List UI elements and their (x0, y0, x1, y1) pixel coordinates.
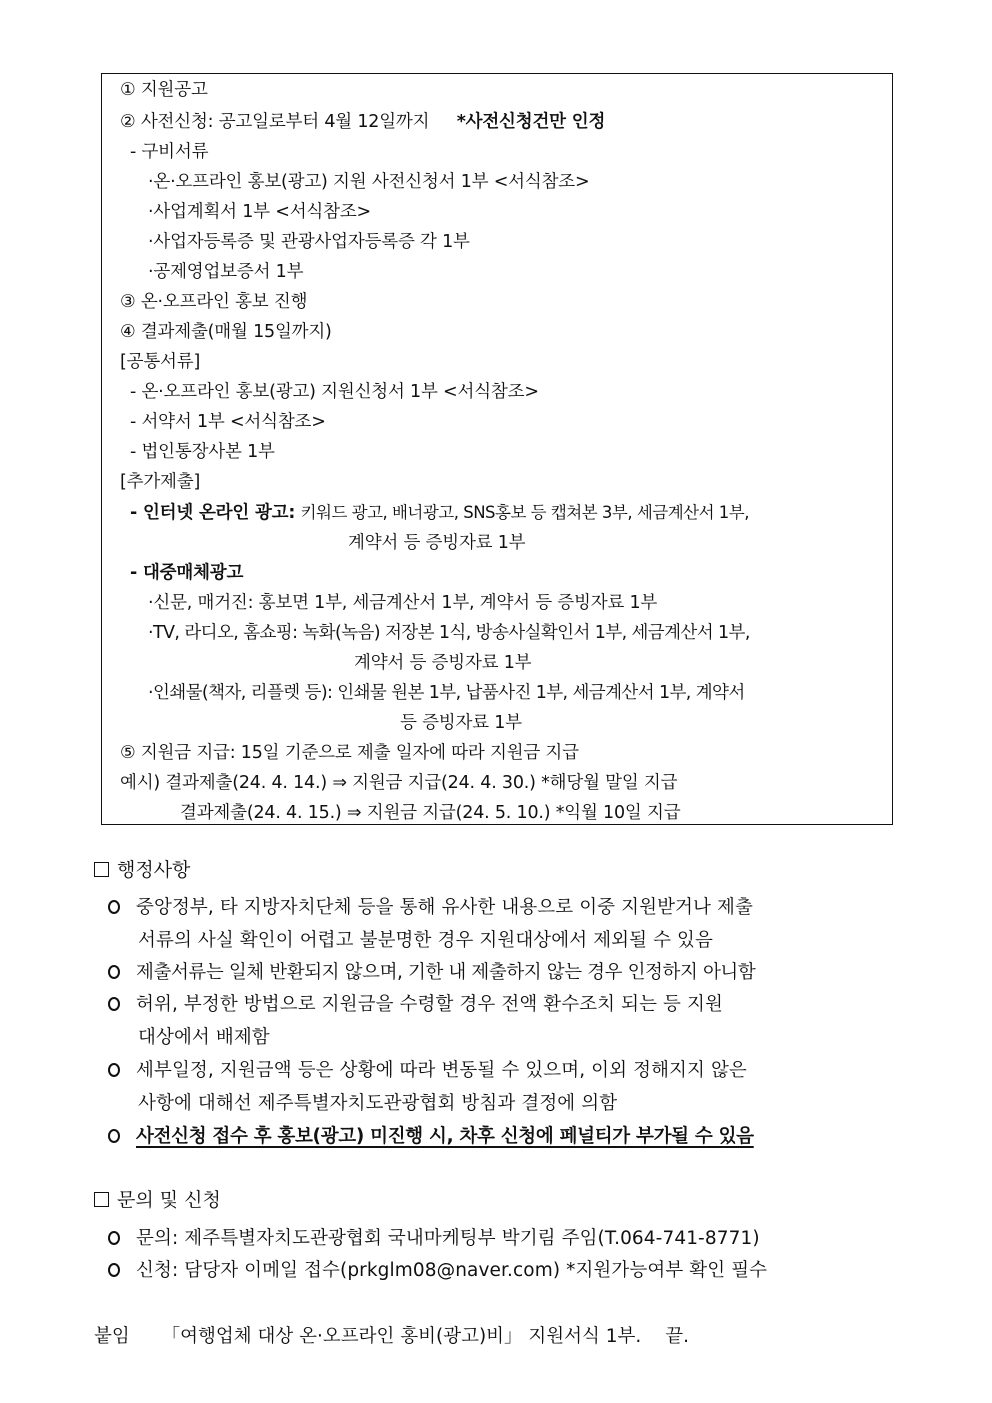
attachment-line (94, 1325, 689, 1349)
email-link[interactable]: prkglm08@naver.com (347, 1260, 553, 1281)
circle-bullet-icon (108, 1231, 120, 1245)
circle-bullet-icon (108, 1129, 120, 1143)
admin-item-text: 제출서류는 일체 반환되지 않으며, 기한 내 제출하지 않는 경우 인정하지 아니함 (136, 962, 756, 983)
admin-item (108, 993, 723, 1017)
step-2-note: *사전신청건만 인정 (456, 112, 606, 132)
admin-item-cont: 서류의 사실 확인이 어렵고 불분명한 경우 지원대상에서 제외될 수 있음 (138, 930, 713, 951)
common-doc-item: - 온·오프라인 홍보(광고) 지원신청서 1부 <서식참조> (130, 382, 539, 402)
circle-bullet-icon (108, 1263, 120, 1277)
admin-item-penalty (108, 1125, 754, 1149)
mass-media-label: - 대중매체광고 (130, 563, 244, 583)
attachment-label: 붙임 (94, 1326, 130, 1347)
internet-ad-label: - 인터넷 온라인 광고: (130, 503, 296, 523)
required-doc-item: ·사업자등록증 및 관광사업자등록증 각 1부 (148, 232, 470, 252)
admin-item-cont: 사항에 대해선 제주특별자치도관광협회 방침과 결정에 의함 (138, 1093, 618, 1114)
payment-example-2: 결과제출(24. 4. 15.) ⇒ 지원금 지급(24. 5. 10.) *익월 10일 지급 (180, 803, 681, 823)
internet-ad-text-cont: 계약서 등 증빙자료 1부 (348, 533, 526, 553)
inquiry-text: 문의: 제주특별자치도관광협회 국내마케팅부 박기림 주임(T.064-741-8771) (136, 1228, 760, 1249)
internet-ad-text: 키워드 광고, 배너광고, SNS홍보 등 캡쳐본 3부, 세금계산서 1부, (300, 503, 749, 522)
step-3: ③ 온·오프라인 홍보 진행 (120, 292, 308, 312)
internet-ad (130, 502, 749, 524)
common-doc-item: - 서약서 1부 <서식참조> (130, 412, 326, 432)
admin-item (108, 1059, 747, 1083)
checkbox-square-icon (94, 862, 109, 877)
admin-item-text: 사전신청 접수 후 홍보(광고) 미진행 시, 차후 신청에 페널티가 부가될 수 있음 (136, 1126, 754, 1147)
tv-docs: ·TV, 라디오, 홈쇼핑: 녹화(녹음) 저장본 1식, 방송사실확인서 1부, 세금계산서 1부, (148, 623, 750, 643)
apply-text: 신청: 담당자 이메일 접수( (136, 1260, 348, 1281)
admin-item (108, 961, 755, 985)
admin-title-text: 행정사항 (117, 859, 191, 881)
print-docs-cont: 등 증빙자료 1부 (400, 713, 522, 733)
contact-apply (108, 1259, 767, 1283)
required-docs-header: - 구비서류 (130, 142, 209, 162)
admin-item-text: 세부일정, 지원금액 등은 상황에 따라 변동될 수 있으며, 이외 정해지지 않은 (136, 1060, 747, 1081)
step-1: ① 지원공고 (120, 80, 208, 100)
required-doc-item: ·온·오프라인 홍보(광고) 지원 사전신청서 1부 <서식참조> (148, 172, 590, 192)
required-doc-item: ·사업계획서 1부 <서식참조> (148, 202, 371, 222)
print-docs: ·인쇄물(책자, 리플렛 등): 인쇄물 원본 1부, 납품사진 1부, 세금계산서 1부, 계약서 (148, 683, 745, 703)
admin-item-text: 중앙정부, 타 지방자치단체 등을 통해 유사한 내용으로 이중 지원받거나 제출 (136, 897, 753, 918)
step-4: ④ 결과제출(매월 15일까지) (120, 322, 332, 342)
admin-item-cont: 대상에서 배제함 (138, 1027, 270, 1048)
apply-note: ) *지원가능여부 확인 필수 (552, 1260, 768, 1281)
required-doc-item: ·공제영업보증서 1부 (148, 262, 304, 282)
attachment-text: 「여행업체 대상 온·오프라인 홍비(광고)비」 지원서식 1부. (161, 1326, 642, 1347)
admin-section-title (94, 858, 190, 882)
common-doc-item: - 법인통장사본 1부 (130, 442, 275, 462)
payment-example-1: 예시) 결과제출(24. 4. 14.) ⇒ 지원금 지급(24. 4. 30.) *해당월 말일 지급 (120, 773, 678, 793)
checkbox-square-icon (94, 1192, 109, 1207)
admin-item (108, 896, 753, 920)
circle-bullet-icon (108, 900, 120, 914)
step-2 (120, 111, 605, 133)
contact-inquiry (108, 1227, 760, 1251)
admin-item-text: 허위, 부정한 방법으로 지원금을 수령할 경우 전액 환수조치 되는 등 지원 (136, 994, 723, 1015)
tv-docs-cont: 계약서 등 증빙자료 1부 (354, 653, 532, 673)
contact-section-title (94, 1188, 221, 1212)
additional-header: [추가제출] (120, 472, 201, 492)
circle-bullet-icon (108, 997, 120, 1011)
contact-title-text: 문의 및 신청 (117, 1189, 221, 1211)
step-2-text: ② 사전신청: 공고일로부터 4월 12일까지 (120, 112, 430, 132)
step-5: ⑤ 지원금 지급: 15일 기준으로 제출 일자에 따라 지원금 지급 (120, 743, 579, 763)
circle-bullet-icon (108, 1063, 120, 1077)
newspaper-docs: ·신문, 매거진: 홍보면 1부, 세금계산서 1부, 계약서 등 증빙자료 1부 (148, 593, 658, 613)
end-marker: 끝. (665, 1326, 689, 1347)
circle-bullet-icon (108, 965, 120, 979)
common-docs-header: [공통서류] (120, 352, 201, 372)
